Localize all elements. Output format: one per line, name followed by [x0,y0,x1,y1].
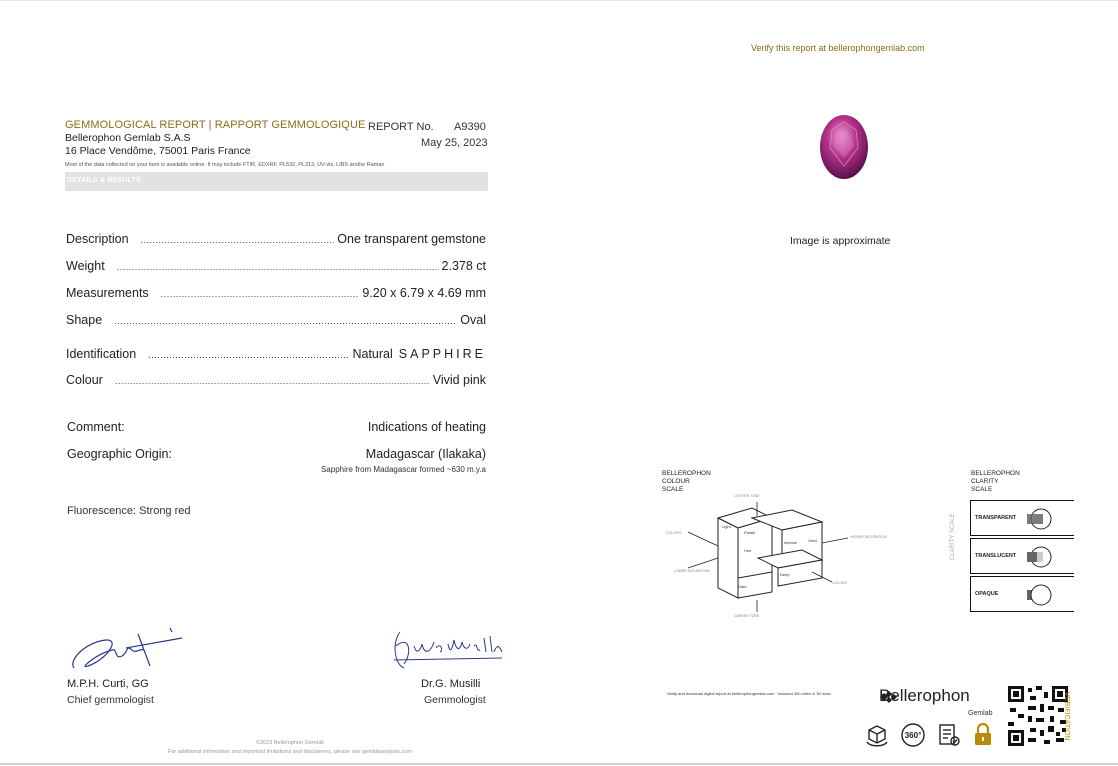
axis-colour-right: COLOUR [832,581,847,585]
detail-row-weight [66,259,486,275]
signatory-role: Gemmologist [424,694,486,706]
detail-row-identification [66,347,486,363]
title-line: SCALE [662,486,684,493]
cell-vivid: Vivid [808,538,817,543]
title-line: BELLEROPHON [971,470,1020,477]
axis-higher-saturation: HIGHER SATURATION [850,535,887,539]
origin-label: Geographic Origin: [67,447,172,461]
bottom-rule [0,763,1118,765]
cell-hue: Hue [744,548,752,553]
colour-scale-diagram [662,488,892,623]
cell-pastel: Pastel [744,530,756,535]
verification-label: VERIFICATION [1063,692,1070,741]
identification-species: SAPPHIRE [398,347,486,361]
clarity-level-opaque [970,576,1074,612]
detail-row-shape [66,313,486,329]
identification-label: Identification [66,347,137,361]
dot-leader [161,289,360,299]
digital-report-note: Verify and download digital report at bellerophongemlab.com · included 360 video & 3D scan [667,691,831,696]
signatory-role: Chief gemmologist [67,694,154,706]
title-line: COLOUR [662,478,690,485]
icon-360-label: 360° [904,731,922,740]
cell-dark: Dark [738,584,747,589]
digital-report-icon[interactable] [936,722,962,748]
clarity-level-label: OPAQUE [975,591,999,597]
axis-colour-left: COLOUR [666,531,681,535]
3d-scan-icon[interactable] [864,722,890,748]
lab-name: Bellerophon Gemlab S.A.S [65,132,191,144]
signatory-name: Dr.G. Musilli [421,678,481,690]
top-rule [0,0,1118,1]
detail-label: Weight [66,259,105,273]
lab-address: 16 Place Vendôme, 75001 Paris France [65,145,251,157]
detail-row-description [66,232,486,248]
clarity-level-label: TRANSPARENT [975,515,1017,521]
image-caption: Image is approximate [790,235,891,247]
clarity-level-label: TRANSLUCENT [975,553,1017,559]
detail-value: Oval [460,313,486,327]
title-line: SCALE [971,486,993,493]
report-number-label: REPORT No. [368,121,434,133]
colour-label: Colour [66,373,103,387]
identification-prefix: Natural [352,347,393,361]
title-line: CLARITY [971,478,999,485]
data-note: Most of the data collected on your item is available online. It may include FTIR, EDXRF, PL532, PL313, UV-vis, LIBS and/or Raman [65,162,385,168]
axis-lighter-tone: LIGHTER TONE [734,494,760,498]
fluorescence: Fluorescence: Strong red [67,505,191,517]
report-number: A9390 [454,121,486,133]
clarity-transparent-icon [1025,508,1055,530]
detail-value: 2.378 ct [441,259,486,273]
detail-label: Shape [66,313,103,327]
clarity-level-translucent [970,538,1074,574]
signature-musilli [390,624,510,674]
brand-name: Bellerophon [879,686,970,705]
dot-leader [141,235,335,245]
360-video-icon[interactable] [900,722,926,748]
section-bar-label: DETAILS & RESULTS [67,177,141,184]
cell-intense: Intense [784,540,798,545]
clarity-level-transparent [970,500,1074,536]
detail-row-measurements [66,286,486,302]
section-bar [65,172,488,191]
colour-value: Vivid pink [432,373,486,387]
dot-leader [148,350,349,360]
axis-darker-tone: DARKER TONE [734,614,760,618]
detail-row-colour [66,373,486,389]
disclaimer: For additional information and important limitations and disclaimers, please see gemlabanalysis.com [168,749,412,755]
qr-code-icon[interactable] [1008,686,1068,746]
brand-sub: Gemlab [968,710,993,717]
detail-label: Measurements [66,286,149,300]
detail-value: 9.20 x 6.79 x 4.69 mm [362,286,486,300]
report-title: GEMMOLOGICAL REPORT | RAPPORT GEMMOLOGIQUE [65,119,366,131]
clarity-side-label: CLARITY SCALE [950,513,956,560]
detail-value: One transparent gemstone [337,232,486,246]
verify-link[interactable]: Verify this report at bellerophongemlab.com [751,43,925,53]
comment-value: Indications of heating [367,420,486,434]
detail-label: Description [66,232,129,246]
report-date: May 25, 2023 [421,137,488,149]
signatory-name: M.P.H. Curti, GG [67,678,149,690]
clarity-scale-title [971,470,1020,494]
dot-leader [117,262,439,272]
clarity-opaque-icon [1025,584,1055,606]
lock-icon[interactable] [970,722,996,748]
dot-leader [114,316,457,326]
origin-value: Madagascar (Ilakaka) [365,447,486,461]
origin-note: Sapphire from Madagascar formed ~630 m.y.a [320,465,486,474]
cell-deep: Deep [780,572,790,577]
copyright: ©2023 Bellerophon Gemlab [256,740,324,746]
title-line: BELLEROPHON [662,470,711,477]
gemstone-image [818,114,870,182]
comment-label: Comment: [67,420,125,434]
clarity-translucent-icon [1025,546,1055,568]
cell-light: Light [722,524,731,529]
dot-leader [115,376,430,386]
signature-curti [66,620,186,676]
axis-lower-saturation: LOWER SATURATION [674,569,710,573]
